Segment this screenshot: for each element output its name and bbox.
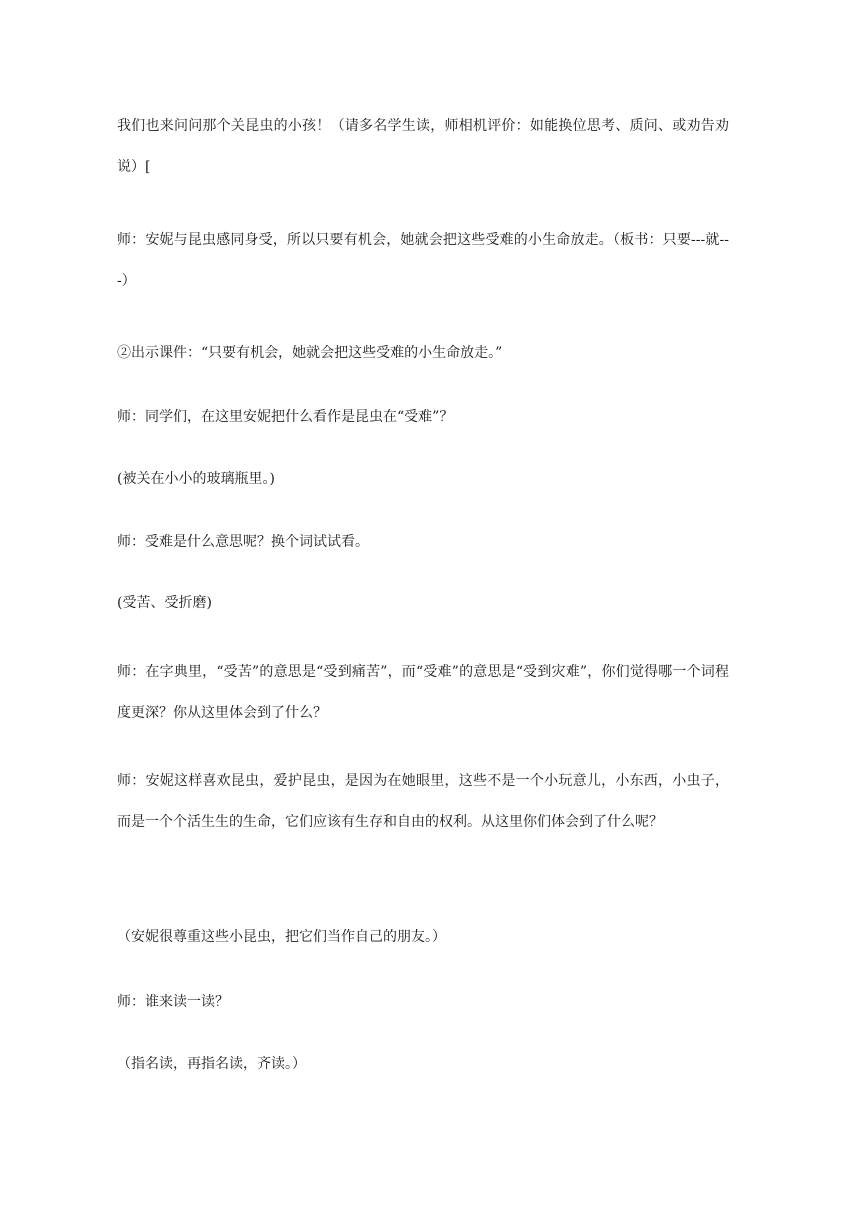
paragraph-8: 师：在字典里，“受苦”的意思是“受到痛苦”，而“受难”的意思是“受到灾难”，你们觉得哪一个词程度更深？你从这里体会到了什么？ [117,664,729,721]
paragraph-12: （指名读，再指名读，齐读。） [117,1056,306,1072]
paragraph-2: 师：安妮与昆虫感同身受，所以只要有机会，她就会把这些受难的小生命放走。（板书：只要---就---） [117,232,729,289]
paragraph-10: （安妮很尊重这些小昆虫，把它们当作自己的朋友。） [117,929,446,945]
paragraph-5: (被关在小小的玻璃瓶里。) [117,471,275,487]
paragraph-7: (受苦、受折磨) [117,595,212,611]
paragraph-3: ②出示课件：“只要有机会，她就会把这些受难的小生命放走。” [117,345,503,361]
paragraph-1: 我们也来问问那个关昆虫的小孩！（请多名学生读，师相机评价：如能换位思考、质问、或劝告劝说）[ [117,118,729,175]
paragraph-6: 师：受难是什么意思呢？换个词试试看。 [117,534,369,550]
paragraph-4: 师：同学们，在这里安妮把什么看作是昆虫在“受难”？ [117,409,454,425]
paragraph-11: 师：谁来读一读？ [117,994,229,1010]
paragraph-9: 师：安妮这样喜欢昆虫，爱护昆虫，是因为在她眼里，这些不是一个小玩意儿，小东西，小虫子，而是一个个活生生的生命，它们应该有生存和自由的权利。从这里你们体会到了什么呢？ [117,773,729,830]
